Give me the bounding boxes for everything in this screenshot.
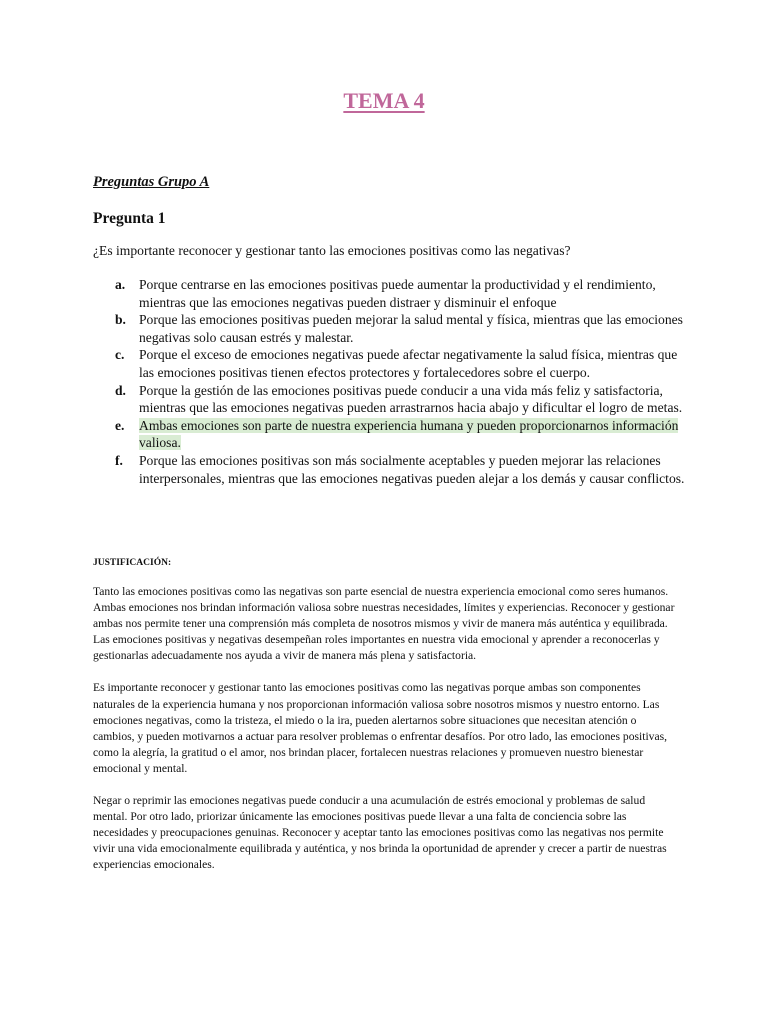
justification-heading: JUSTIFICACIÓN: [93, 558, 172, 568]
option-letter: a. [115, 277, 126, 292]
answer-option-f [93, 452, 693, 487]
option-text: Porque la gestión de las emociones positivas puede conducir a una vida más feliz y satisfactoria, mientras que las emociones negativas pueden arrastrarnos hacia abajo y dificultar el logro de metas. [139, 382, 683, 416]
justification-paragraph-1: Tanto las emociones positivas como las negativas son parte esencial de nuestra experiencia emocional como seres humanos. Ambas emociones nos brindan información valiosa sobre nuestras necesidades, límites y experiencias. Reconocer y gestionar ambas nos permite tener una comprensión más completa de nosotros mismos y vivir de manera más auténtica y equilibrada. Las emociones positivas y negativas desempeñan roles importantes en nuestra vida emocional y aprender a reconocerlas y gestionarlas adecuadamente nos ayuda a vivir de manera más plena y satisfactoria. [93, 585, 675, 663]
answer-option-c [93, 346, 693, 381]
highlighted-answer-text: Ambas emociones son parte de nuestra experiencia humana y pueden proporcionarnos información valiosa. [139, 417, 679, 451]
option-letter: d. [115, 382, 126, 398]
option-text: Porque las emociones positivas son más socialmente aceptables y pueden mejorar las relaciones interpersonales, mientras que las emociones negativas pueden alejar a los demás y causar conflictos. [139, 452, 685, 486]
option-letter: e. [115, 417, 125, 433]
answer-options-list [93, 276, 693, 487]
option-letter: c. [115, 347, 125, 363]
option-text: Porque centrarse en las emociones positivas puede aumentar la productividad y el rendimiento, mientras que las emociones negativas pueden distraer y disminuir el enfoque [139, 277, 656, 310]
answer-option-d [93, 382, 693, 417]
question-heading: Pregunta 1 [93, 210, 166, 227]
question-text: ¿Es importante reconocer y gestionar tanto las emociones positivas como las negativas? [93, 243, 571, 258]
justification-paragraph-2: Es importante reconocer y gestionar tanto las emociones positivas como las negativas porque ambas son componentes naturales de la experiencia humana y nos proporcionan información valiosa sobre nosotros mismos y nuestro entorno. Las emociones negativas, como la tristeza, el miedo o la ira, pueden alertarnos sobre situaciones que necesitan atención o cambios, y pueden motivarnos a actuar para resolver problemas o enfrentar desafíos. Por otro lado, las emociones positivas, como la alegría, la gratitud o el amor, nos brindan placer, fortalecen nuestras relaciones y promueven nuestro bienestar emocional y mental. [93, 681, 668, 775]
justification-body [93, 584, 675, 890]
document-title: TEMA 4 [343, 88, 425, 113]
group-heading: Preguntas Grupo A [93, 174, 210, 190]
option-text: Porque las emociones positivas pueden mejorar la salud mental y física, mientras que las emociones negativas solo causan estrés y malestar. [139, 312, 683, 345]
answer-option-e-highlighted [93, 417, 693, 452]
option-letter: f. [115, 452, 123, 468]
option-letter: b. [115, 312, 126, 328]
answer-option-a [93, 276, 693, 311]
answer-option-b [93, 311, 693, 346]
justification-paragraph-3: Negar o reprimir las emociones negativas puede conducir a una acumulación de estrés emocional y problemas de salud mental. Por otro lado, priorizar únicamente las emociones positivas puede llevar a una falta de conciencia sobre las necesidades y preocupaciones genuinas. Reconocer y aceptar tanto las emociones positivas como las negativas nos permite vivir una vida emocionalmente equilibrada y auténtica, y nos brinda la oportunidad de aprender y crecer a partir de nuestras experiencias emocionales. [93, 794, 667, 872]
option-text [139, 417, 693, 452]
option-text: Porque el exceso de emociones negativas puede afectar negativamente la salud física, mientras que las emociones positivas tienen efectos protectores y fortalecedores sobre el cuerpo. [139, 347, 678, 380]
